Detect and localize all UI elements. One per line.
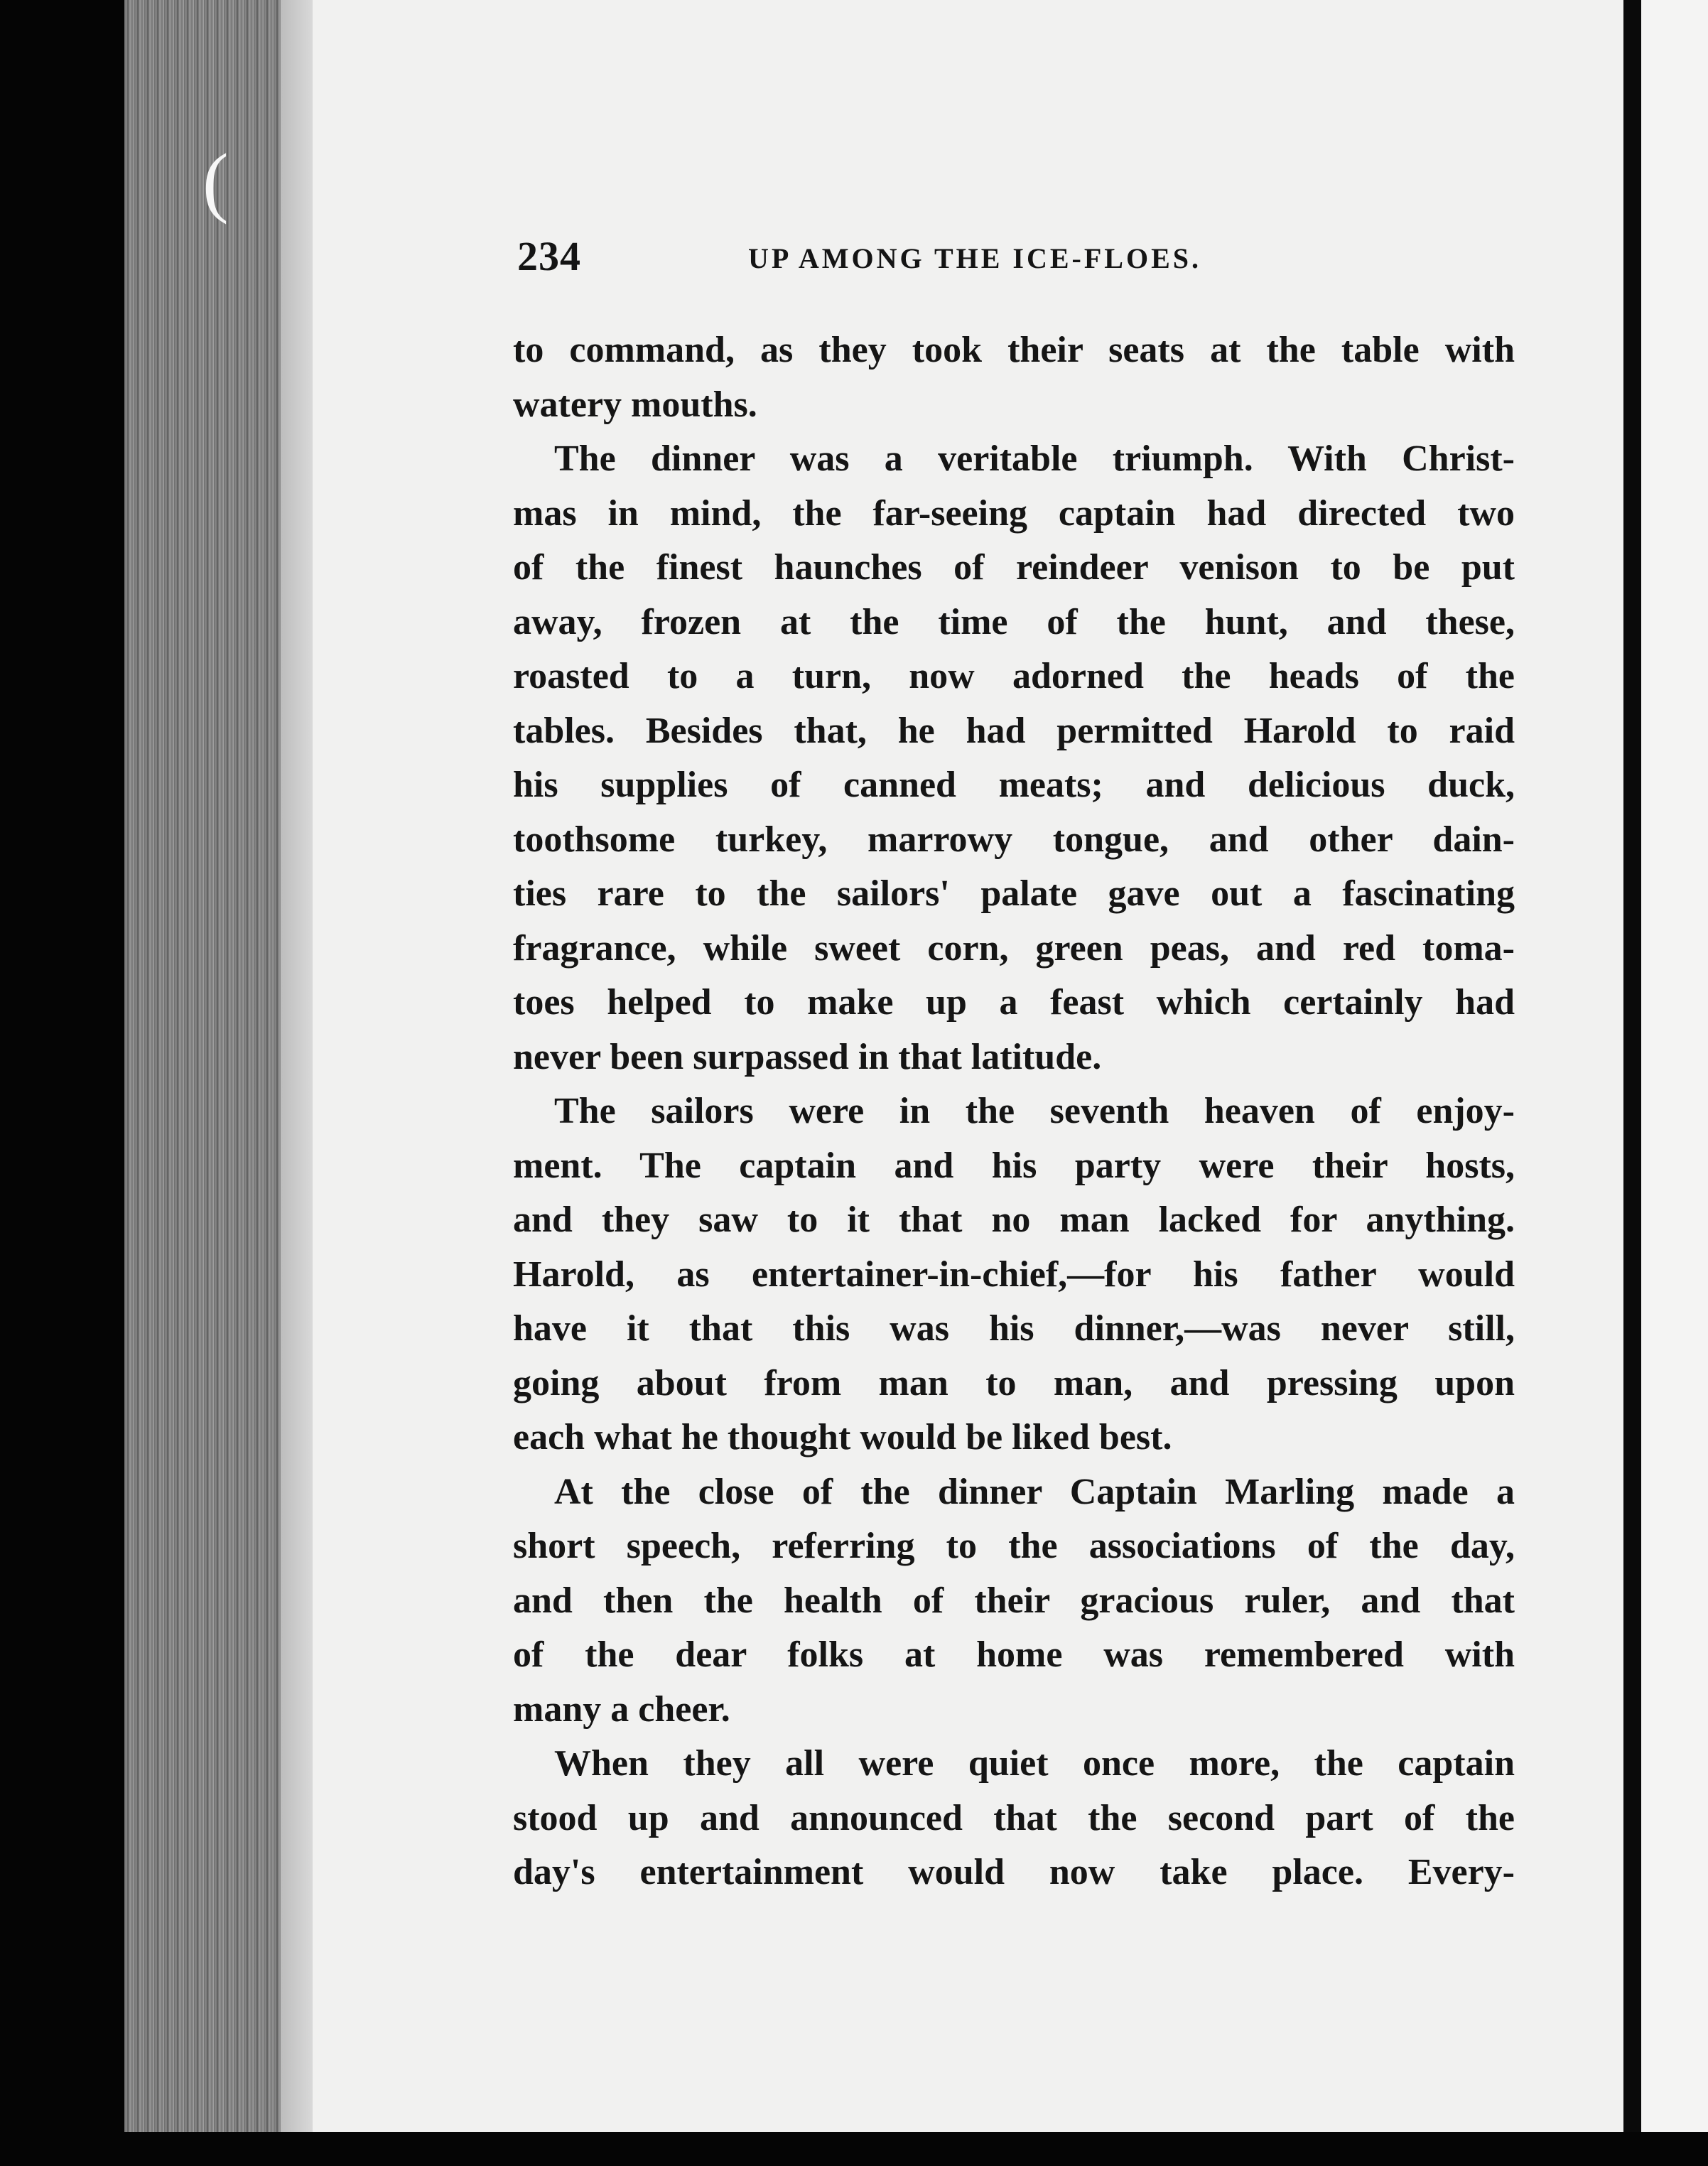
text-line: Harold, as entertainer-in-chief,—for his father would [513,1254,1515,1295]
page-number: 234 [517,233,581,279]
text-line: of the finest haunches of reindeer venison to be put [513,547,1515,588]
text-line: At the close of the dinner Captain Marling made a [554,1471,1515,1512]
next-page-edge [1641,0,1708,2132]
text-line: toes helped to make up a feast which certainly had [513,982,1515,1023]
running-head [517,232,1515,281]
text-line: have it that this was his dinner,—was never still, [513,1308,1515,1349]
paragraph [513,323,1515,432]
text-line: roasted to a turn, now adorned the heads of the [513,656,1515,696]
text-line: day's entertainment would now take place. Every- [513,1852,1515,1892]
text-line: The dinner was a veritable triumph. With Christ- [554,438,1515,479]
text-line: and then the health of their gracious ruler, and that [513,1580,1515,1621]
text-line: each what he thought would be liked best. [513,1417,1172,1458]
text-line: going about from man to man, and pressing upon [513,1362,1515,1403]
text-line: ment. The captain and his party were their hosts, [513,1145,1515,1186]
text-line: short speech, referring to the associations of the day, [513,1526,1515,1566]
text-line: of the dear folks at home was remembered with [513,1634,1515,1675]
text-line: When they all were quiet once more, the captain [554,1743,1515,1784]
text-line: many a cheer. [513,1688,730,1730]
text-line: ties rare to the sailors' palate gave out a fascinating [513,873,1515,914]
text-line: fragrance, while sweet corn, green peas, and red toma- [513,927,1515,969]
text-line: tables. Besides that, he had permitted Harold to raid [513,710,1515,751]
paragraph [513,1465,1515,1737]
paragraph [513,432,1515,1084]
text-line: stood up and announced that the second part of the [513,1797,1515,1838]
running-title: UP AMONG THE ICE-FLOES. [748,242,1202,274]
margin-pencil-mark: ( [202,138,229,225]
text-line: watery mouths. [513,384,757,425]
text-line: mas in mind, the far-seeing captain had directed two [513,492,1515,534]
body-text [513,323,1515,1900]
text-line: his supplies of canned meats; and delicious duck, [513,765,1515,805]
text-line: to command, as they took their seats at the table with [513,330,1515,370]
scan-bottom-band [0,2132,1708,2166]
text-line: never been surpassed in that latitude. [513,1036,1102,1077]
gutter-shadow [1623,0,1641,2166]
paragraph [513,1737,1515,1900]
text-line: and they saw to it that no man lacked for anything. [513,1200,1515,1240]
text-line: toothsome turkey, marrowy tongue, and other dain- [513,819,1515,860]
spine-edge [281,0,316,2132]
paragraph [513,1084,1515,1465]
text-line: The sailors were in the seventh heaven of enjoy- [554,1091,1515,1131]
text-line: away, frozen at the time of the hunt, and these, [513,601,1515,642]
